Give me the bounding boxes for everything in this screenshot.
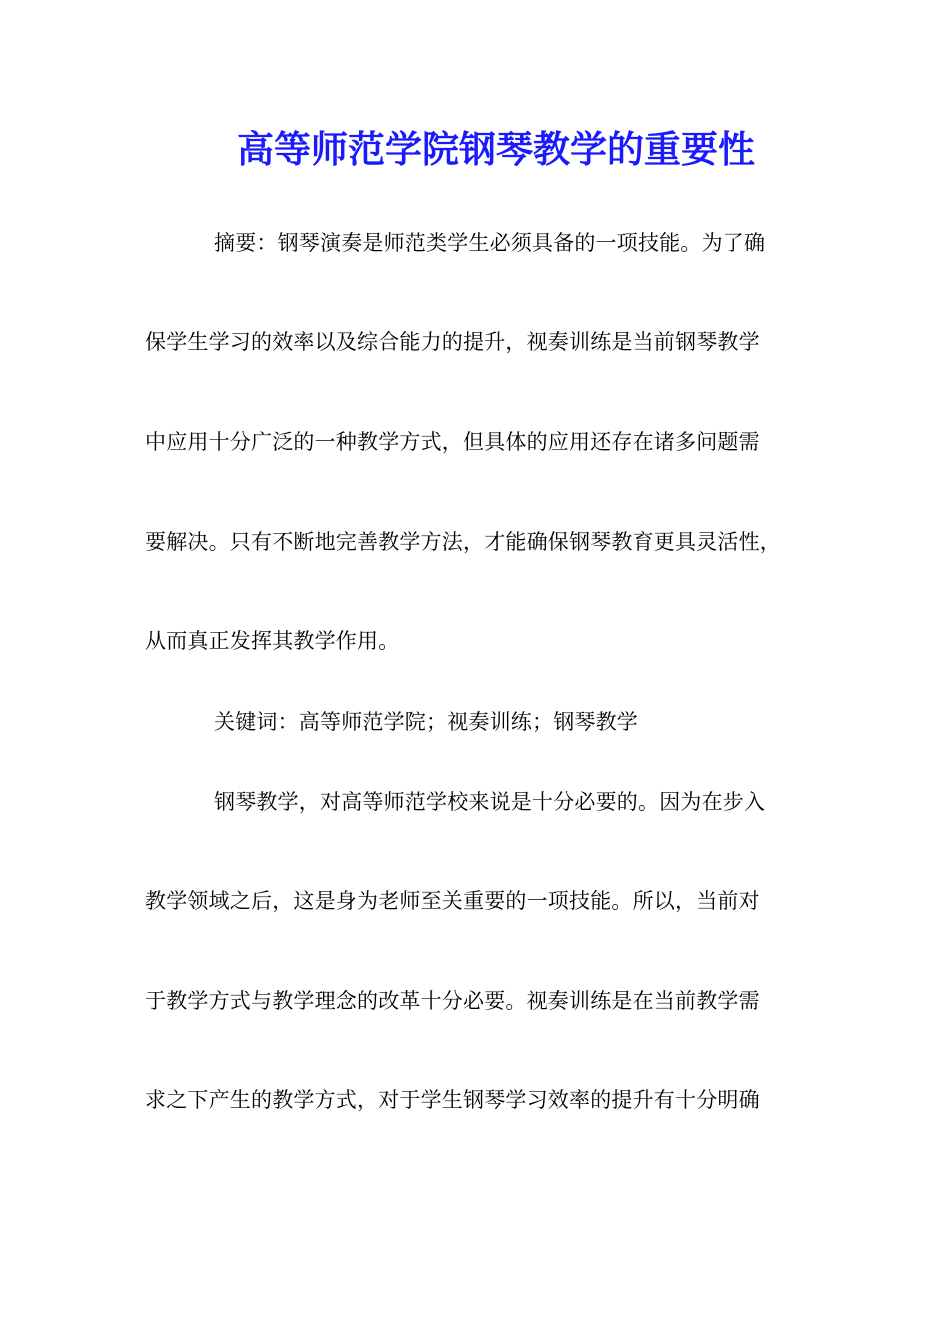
body-line: 于教学方式与教学理念的改革十分必要。视奏训练是在当前教学需: [145, 989, 760, 1013]
abstract-line: 中应用十分广泛的一种教学方式，但具体的应用还存在诸多问题需: [145, 430, 760, 454]
body-line: 求之下产生的教学方式，对于学生钢琴学习效率的提升有十分明确: [145, 1088, 760, 1112]
abstract-line: 保学生学习的效率以及综合能力的提升，视奏训练是当前钢琴教学: [145, 330, 760, 354]
abstract-line: 要解决。只有不断地完善教学方法，才能确保钢琴教育更具灵活性，: [145, 530, 781, 554]
document-title: 高等师范学院钢琴教学的重要性: [237, 127, 755, 171]
abstract-line: 从而真正发挥其教学作用。: [145, 629, 400, 653]
body-line: 钢琴教学，对高等师范学校来说是十分必要的。因为在步入: [214, 790, 766, 814]
body-line: 教学领域之后，这是身为老师至关重要的一项技能。所以，当前对: [145, 889, 760, 913]
abstract-line: 摘要：钢琴演奏是师范类学生必须具备的一项技能。为了确: [214, 231, 766, 255]
keywords-line: 关键词：高等师范学院；视奏训练；钢琴教学: [214, 710, 638, 734]
